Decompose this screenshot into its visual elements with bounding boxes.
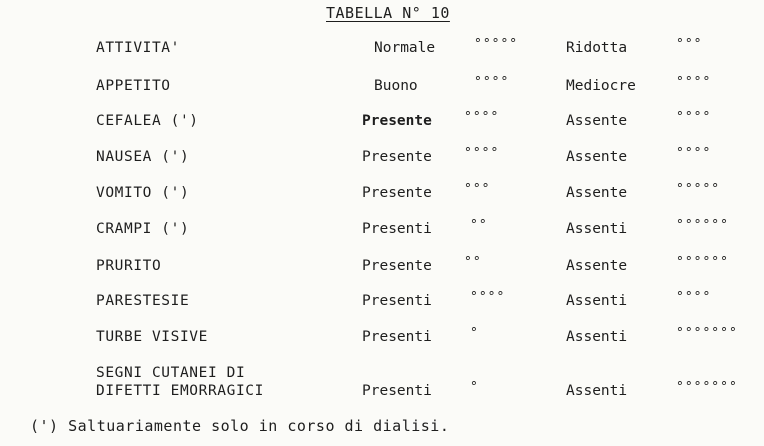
value1: Presente [362, 258, 432, 274]
value2: Assenti [566, 329, 628, 345]
dots2: °°°° [676, 146, 712, 161]
table-row [0, 75, 764, 102]
dots2: °°°° [676, 75, 712, 90]
dots2: °°°°°° [676, 255, 729, 270]
dots2: °°°°°°° [676, 326, 738, 341]
row-label: PARESTESIE [96, 293, 190, 309]
row-label: CEFALEA (') [96, 113, 199, 129]
table-row [0, 110, 764, 137]
dots2: °°° [676, 37, 703, 52]
table-row [0, 255, 764, 282]
value2: Assenti [566, 293, 628, 309]
value1: Presenti [362, 221, 432, 237]
value1: Buono [374, 78, 418, 94]
value1: Normale [374, 40, 436, 56]
table-row [0, 218, 764, 245]
value2: Assenti [566, 221, 628, 237]
table-row [0, 182, 764, 209]
row-label: VOMITO (') [96, 185, 190, 201]
value1: Presenti [362, 293, 432, 309]
row-label: CRAMPI (') [96, 221, 190, 237]
value1: Presente [362, 149, 432, 165]
table-row-label-line1 [0, 365, 764, 385]
dots1: °° [464, 255, 482, 270]
value2: Assente [566, 185, 628, 201]
footnote: (') Saltuariamente solo in corso di dialisi. [30, 417, 450, 435]
dots2: °°°° [676, 290, 712, 305]
row-label: ATTIVITA' [96, 40, 180, 56]
dots1: °°°° [464, 110, 500, 125]
row-label-line2: DIFETTI EMORRAGICI [96, 383, 264, 399]
row-label: SEGNI CUTANEI DI [96, 365, 246, 381]
value2: Assente [566, 258, 628, 274]
row-label: NAUSEA (') [96, 149, 190, 165]
dots1: °°°° [474, 75, 510, 90]
row-label: APPETITO [96, 78, 171, 94]
table-row [0, 146, 764, 173]
dots2: °°°° [676, 110, 712, 125]
dots1: °°°° [470, 290, 506, 305]
value2: Assente [566, 149, 628, 165]
table-title: TABELLA N° 10 [326, 4, 450, 22]
value2: Mediocre [566, 78, 636, 94]
value2: Assenti [566, 383, 628, 399]
table-row [0, 326, 764, 353]
dots2: °°°°°°° [676, 380, 738, 395]
dots1: °°°° [464, 146, 500, 161]
value2: Ridotta [566, 40, 628, 56]
table-row [0, 290, 764, 317]
value1: Presente [362, 113, 432, 129]
dots2: °°°°° [676, 182, 721, 197]
table-row [0, 37, 764, 64]
dots1: °°° [464, 182, 491, 197]
value2: Assente [566, 113, 628, 129]
value1: Presenti [362, 329, 432, 345]
dots2: °°°°°° [676, 218, 729, 233]
row-label: PRURITO [96, 258, 162, 274]
value1: Presenti [362, 383, 432, 399]
dots1: °° [470, 218, 488, 233]
value1: Presente [362, 185, 432, 201]
dots1: ° [470, 326, 479, 341]
dots1: °°°°° [474, 37, 519, 52]
row-label: TURBE VISIVE [96, 329, 208, 345]
table-row [0, 380, 764, 407]
dots1: ° [470, 380, 479, 395]
